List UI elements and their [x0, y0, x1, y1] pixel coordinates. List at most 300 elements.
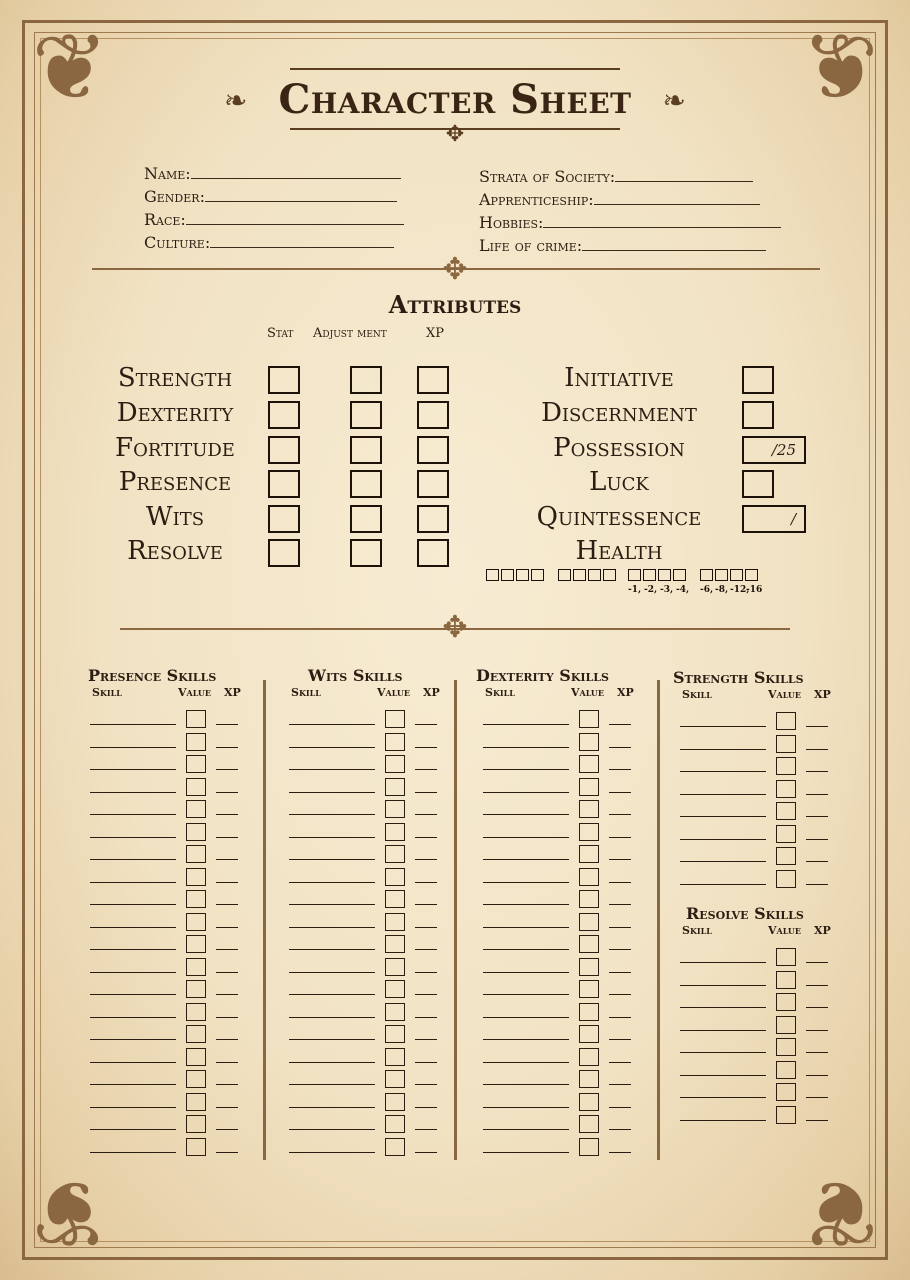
skill-name-field[interactable] — [90, 1039, 176, 1040]
xp-column-header: XP — [426, 326, 445, 341]
corner-ornament-icon: ❦ — [31, 1159, 109, 1266]
skill-xp-field[interactable] — [806, 861, 828, 862]
skill-name-field[interactable] — [90, 814, 176, 815]
info-field[interactable] — [205, 187, 397, 202]
skill-xp-field[interactable] — [216, 1107, 238, 1108]
skill-group-title: Strength Skills — [673, 668, 804, 687]
skill-value-box[interactable] — [776, 1083, 796, 1101]
skill-name-field[interactable] — [289, 882, 375, 883]
skill-xp-field[interactable] — [216, 747, 238, 748]
skill-xp-field[interactable] — [415, 1129, 437, 1130]
skill-name-field[interactable] — [90, 1129, 176, 1130]
xp-box[interactable] — [417, 366, 449, 394]
skill-name-field[interactable] — [680, 794, 766, 795]
skill-xp-field[interactable] — [216, 994, 238, 995]
skill-xp-field[interactable] — [216, 769, 238, 770]
skill-name-field[interactable] — [289, 949, 375, 950]
skill-value-box[interactable] — [186, 733, 206, 751]
skill-xp-field[interactable] — [216, 724, 238, 725]
derived-value-box[interactable] — [742, 470, 774, 498]
skill-name-field[interactable] — [483, 994, 569, 995]
skill-xp-field[interactable] — [415, 1039, 437, 1040]
skill-name-field[interactable] — [90, 882, 176, 883]
skill-xp-field[interactable] — [415, 927, 437, 928]
skill-value-box[interactable] — [385, 1048, 405, 1066]
skill-name-field[interactable] — [289, 859, 375, 860]
skill-value-box[interactable] — [579, 778, 599, 796]
stat-box[interactable] — [268, 401, 300, 429]
skill-group-title: Dexterity Skills — [476, 666, 609, 685]
skill-name-field[interactable] — [90, 859, 176, 860]
health-box[interactable] — [501, 569, 514, 581]
skill-name-field[interactable] — [90, 724, 176, 725]
skill-xp-field[interactable] — [415, 904, 437, 905]
derived-attribute-label: Health — [575, 536, 663, 566]
skill-xp-field[interactable] — [216, 1129, 238, 1130]
skill-name-field[interactable] — [680, 1120, 766, 1121]
skill-name-field[interactable] — [483, 814, 569, 815]
skill-xp-field[interactable] — [609, 814, 631, 815]
stat-box[interactable] — [268, 436, 300, 464]
skill-name-field[interactable] — [289, 1152, 375, 1153]
skill-name-field[interactable] — [90, 1152, 176, 1153]
skill-name-field[interactable] — [289, 747, 375, 748]
skill-name-field[interactable] — [680, 839, 766, 840]
skill-name-field[interactable] — [289, 1129, 375, 1130]
skill-xp-field[interactable] — [806, 1007, 828, 1008]
skill-value-box[interactable] — [579, 958, 599, 976]
skill-name-field[interactable] — [289, 1084, 375, 1085]
skill-value-box[interactable] — [579, 913, 599, 931]
skill-xp-field[interactable] — [216, 927, 238, 928]
skill-xp-field[interactable] — [806, 1052, 828, 1053]
skill-value-box[interactable] — [385, 845, 405, 863]
skill-value-box[interactable] — [385, 1025, 405, 1043]
skill-value-box[interactable] — [579, 1070, 599, 1088]
skill-name-field[interactable] — [289, 837, 375, 838]
skill-xp-field[interactable] — [609, 1062, 631, 1063]
info-row — [479, 236, 766, 255]
skill-name-field[interactable] — [680, 1030, 766, 1031]
skill-name-field[interactable] — [680, 771, 766, 772]
skill-name-field[interactable] — [289, 994, 375, 995]
skill-xp-field[interactable] — [415, 747, 437, 748]
skill-value-box[interactable] — [186, 755, 206, 773]
skill-value-box[interactable] — [776, 971, 796, 989]
skill-value-box[interactable] — [186, 890, 206, 908]
skill-xp-field[interactable] — [216, 904, 238, 905]
skill-value-box[interactable] — [385, 800, 405, 818]
skill-value-box[interactable] — [186, 958, 206, 976]
health-box[interactable] — [588, 569, 601, 581]
skill-xp-field[interactable] — [216, 1152, 238, 1153]
skill-name-field[interactable] — [680, 1097, 766, 1098]
skill-value-box[interactable] — [186, 845, 206, 863]
skill-name-field[interactable] — [483, 927, 569, 928]
skill-value-box[interactable] — [385, 958, 405, 976]
skill-name-field[interactable] — [483, 972, 569, 973]
skill-value-box[interactable] — [186, 823, 206, 841]
skill-name-field[interactable] — [90, 837, 176, 838]
corner-ornament-icon: ❦ — [801, 1159, 879, 1266]
skill-name-field[interactable] — [483, 724, 569, 725]
skill-value-box[interactable] — [186, 710, 206, 728]
skill-name-field[interactable] — [289, 904, 375, 905]
health-box[interactable] — [658, 569, 671, 581]
health-box[interactable] — [673, 569, 686, 581]
skill-value-box[interactable] — [579, 935, 599, 953]
skill-value-box[interactable] — [579, 845, 599, 863]
skill-xp-field[interactable] — [216, 1062, 238, 1063]
skill-xp-field[interactable] — [216, 1017, 238, 1018]
skill-value-box[interactable] — [385, 980, 405, 998]
adjustment-box[interactable] — [350, 436, 382, 464]
skill-name-field[interactable] — [90, 747, 176, 748]
xp-box[interactable] — [417, 401, 449, 429]
skill-xp-field[interactable] — [609, 1017, 631, 1018]
skill-xp-field[interactable] — [415, 1062, 437, 1063]
skill-xp-field[interactable] — [415, 882, 437, 883]
skill-value-box[interactable] — [579, 823, 599, 841]
info-field[interactable] — [594, 190, 760, 205]
stat-box[interactable] — [268, 366, 300, 394]
skill-name-field[interactable] — [680, 1075, 766, 1076]
skill-name-field[interactable] — [289, 927, 375, 928]
skill-value-box[interactable] — [579, 733, 599, 751]
health-box[interactable] — [486, 569, 499, 581]
skill-value-box[interactable] — [776, 780, 796, 798]
skill-value-box[interactable] — [579, 980, 599, 998]
skill-xp-field[interactable] — [609, 747, 631, 748]
skill-value-box[interactable] — [776, 757, 796, 775]
skill-value-box[interactable] — [186, 1003, 206, 1021]
skill-name-field[interactable] — [483, 904, 569, 905]
skill-name-field[interactable] — [289, 1107, 375, 1108]
skill-name-field[interactable] — [483, 1039, 569, 1040]
adjustment-box[interactable] — [350, 505, 382, 533]
skill-name-field[interactable] — [483, 1017, 569, 1018]
skill-value-box[interactable] — [186, 868, 206, 886]
derived-value-box[interactable]: /25 — [742, 436, 806, 464]
skill-xp-field[interactable] — [216, 882, 238, 883]
stat-box[interactable] — [268, 539, 300, 567]
skill-xp-field[interactable] — [609, 1129, 631, 1130]
skill-value-box[interactable] — [579, 1115, 599, 1133]
info-field[interactable] — [582, 236, 766, 251]
skill-value-box[interactable] — [186, 778, 206, 796]
skill-value-box[interactable] — [579, 868, 599, 886]
health-box[interactable] — [715, 569, 728, 581]
skill-value-box[interactable] — [186, 913, 206, 931]
skill-name-field[interactable] — [90, 769, 176, 770]
info-field[interactable] — [543, 213, 781, 228]
skill-value-box[interactable] — [776, 1038, 796, 1056]
skill-name-field[interactable] — [289, 1017, 375, 1018]
health-box[interactable] — [531, 569, 544, 581]
skill-value-box[interactable] — [579, 1048, 599, 1066]
skill-value-box[interactable] — [186, 800, 206, 818]
skill-xp-field[interactable] — [415, 837, 437, 838]
skill-name-field[interactable] — [680, 1007, 766, 1008]
skill-xp-field[interactable] — [415, 972, 437, 973]
skill-xp-field[interactable] — [216, 1084, 238, 1085]
skill-xp-field[interactable] — [806, 794, 828, 795]
skill-name-field[interactable] — [90, 1017, 176, 1018]
derived-attribute-label: Initiative — [564, 363, 674, 393]
skill-name-field[interactable] — [90, 904, 176, 905]
skill-xp-field[interactable] — [415, 724, 437, 725]
skill-xp-field[interactable] — [415, 1017, 437, 1018]
health-box[interactable] — [730, 569, 743, 581]
skill-value-box[interactable] — [385, 1115, 405, 1133]
skill-value-box[interactable] — [385, 868, 405, 886]
adjustment-box[interactable] — [350, 401, 382, 429]
info-field[interactable] — [210, 233, 394, 248]
skill-name-field[interactable] — [90, 994, 176, 995]
skill-value-box[interactable] — [186, 1048, 206, 1066]
info-row — [479, 167, 753, 186]
skill-value-box[interactable] — [385, 890, 405, 908]
adjustment-box[interactable] — [350, 366, 382, 394]
skill-xp-field[interactable] — [415, 859, 437, 860]
skill-group-title: Wits Skills — [308, 666, 403, 685]
skill-xp-field[interactable] — [806, 1097, 828, 1098]
skill-xp-field[interactable] — [415, 1084, 437, 1085]
adjustment-box[interactable] — [350, 470, 382, 498]
skill-value-box[interactable] — [385, 1070, 405, 1088]
skill-value-box[interactable] — [776, 948, 796, 966]
skill-xp-field[interactable] — [806, 962, 828, 963]
skill-xp-field[interactable] — [806, 749, 828, 750]
xp-column-header: XP — [423, 686, 440, 699]
skill-value-box[interactable] — [385, 733, 405, 751]
xp-box[interactable] — [417, 436, 449, 464]
skill-name-field[interactable] — [680, 962, 766, 963]
skill-name-field[interactable] — [483, 1062, 569, 1063]
skill-xp-field[interactable] — [806, 1030, 828, 1031]
skill-value-box[interactable] — [385, 913, 405, 931]
skill-xp-field[interactable] — [216, 814, 238, 815]
skill-xp-field[interactable] — [609, 927, 631, 928]
skill-group-title: Resolve Skills — [686, 904, 804, 923]
info-label: Apprenticeship: — [479, 190, 594, 209]
skill-xp-field[interactable] — [216, 792, 238, 793]
skill-name-field[interactable] — [483, 1084, 569, 1085]
skill-value-box[interactable] — [579, 890, 599, 908]
skill-xp-field[interactable] — [415, 814, 437, 815]
adjustment-box[interactable] — [350, 539, 382, 567]
skill-value-box[interactable] — [186, 1025, 206, 1043]
skill-xp-field[interactable] — [216, 949, 238, 950]
skill-value-box[interactable] — [776, 735, 796, 753]
skill-value-box[interactable] — [776, 1106, 796, 1124]
skill-name-field[interactable] — [680, 816, 766, 817]
skill-xp-field[interactable] — [609, 1107, 631, 1108]
skill-name-field[interactable] — [483, 747, 569, 748]
skill-value-box[interactable] — [776, 825, 796, 843]
health-box[interactable] — [700, 569, 713, 581]
skill-value-box[interactable] — [385, 1093, 405, 1111]
skill-name-field[interactable] — [90, 1084, 176, 1085]
health-box[interactable] — [643, 569, 656, 581]
skill-xp-field[interactable] — [609, 792, 631, 793]
skill-value-box[interactable] — [776, 1016, 796, 1034]
skill-name-field[interactable] — [483, 882, 569, 883]
skill-name-field[interactable] — [90, 1062, 176, 1063]
derived-value-box[interactable] — [742, 366, 774, 394]
skill-xp-field[interactable] — [806, 985, 828, 986]
skill-name-field[interactable] — [483, 1152, 569, 1153]
skill-xp-field[interactable] — [216, 837, 238, 838]
skill-value-box[interactable] — [186, 1070, 206, 1088]
skill-xp-field[interactable] — [609, 949, 631, 950]
skill-xp-field[interactable] — [609, 769, 631, 770]
xp-column-header: XP — [814, 688, 831, 701]
skill-xp-field[interactable] — [609, 1039, 631, 1040]
skill-name-field[interactable] — [680, 749, 766, 750]
health-penalty-label: -2, — [644, 585, 658, 595]
skill-xp-field[interactable] — [806, 726, 828, 727]
skill-name-field[interactable] — [483, 769, 569, 770]
derived-attribute-label: Quintessence — [536, 502, 702, 532]
skill-xp-field[interactable] — [415, 792, 437, 793]
skill-name-field[interactable] — [90, 792, 176, 793]
skill-value-box[interactable] — [385, 1003, 405, 1021]
skill-value-box[interactable] — [776, 802, 796, 820]
skill-xp-field[interactable] — [415, 949, 437, 950]
skill-name-field[interactable] — [90, 972, 176, 973]
skill-xp-field[interactable] — [806, 839, 828, 840]
health-box[interactable] — [745, 569, 758, 581]
skill-xp-field[interactable] — [609, 904, 631, 905]
skill-name-field[interactable] — [90, 949, 176, 950]
skill-value-box[interactable] — [579, 800, 599, 818]
xp-box[interactable] — [417, 539, 449, 567]
info-field[interactable] — [186, 210, 404, 225]
stat-box[interactable] — [268, 505, 300, 533]
skill-value-box[interactable] — [186, 935, 206, 953]
skill-name-field[interactable] — [483, 949, 569, 950]
skill-name-field[interactable] — [289, 814, 375, 815]
skill-value-box[interactable] — [186, 1138, 206, 1156]
column-separator — [263, 680, 266, 1160]
health-box[interactable] — [558, 569, 571, 581]
skill-xp-field[interactable] — [806, 771, 828, 772]
skill-value-box[interactable] — [186, 980, 206, 998]
skill-value-box[interactable] — [385, 935, 405, 953]
skill-xp-field[interactable] — [806, 816, 828, 817]
skill-name-field[interactable] — [483, 792, 569, 793]
info-field[interactable] — [191, 164, 401, 179]
adjustment-column-header: Adjust ment — [313, 326, 387, 341]
skill-value-box[interactable] — [579, 1093, 599, 1111]
skill-value-box[interactable] — [579, 1138, 599, 1156]
skill-xp-field[interactable] — [806, 1120, 828, 1121]
skill-xp-field[interactable] — [806, 1075, 828, 1076]
health-box[interactable] — [628, 569, 641, 581]
skill-value-box[interactable] — [186, 1093, 206, 1111]
skill-value-box[interactable] — [776, 870, 796, 888]
skill-name-field[interactable] — [483, 837, 569, 838]
xp-box[interactable] — [417, 505, 449, 533]
skill-name-field[interactable] — [680, 861, 766, 862]
skill-xp-field[interactable] — [216, 972, 238, 973]
skill-value-box[interactable] — [776, 712, 796, 730]
skill-xp-field[interactable] — [609, 882, 631, 883]
stat-box[interactable] — [268, 470, 300, 498]
skill-value-box[interactable] — [776, 1061, 796, 1079]
skill-name-field[interactable] — [289, 972, 375, 973]
info-row — [144, 210, 404, 229]
skill-value-box[interactable] — [579, 1025, 599, 1043]
skill-name-field[interactable] — [680, 884, 766, 885]
skill-xp-field[interactable] — [415, 1107, 437, 1108]
health-box[interactable] — [516, 569, 529, 581]
skill-xp-field[interactable] — [609, 972, 631, 973]
attribute-label: Resolve — [127, 536, 223, 566]
skill-name-field[interactable] — [680, 726, 766, 727]
skill-name-field[interactable] — [680, 985, 766, 986]
derived-attribute-label: Luck — [589, 467, 649, 497]
xp-box[interactable] — [417, 470, 449, 498]
stat-column-header: Stat — [267, 326, 294, 341]
skill-xp-field[interactable] — [806, 884, 828, 885]
info-field[interactable] — [615, 167, 753, 182]
skill-xp-field[interactable] — [609, 1152, 631, 1153]
xp-column-header: XP — [617, 686, 634, 699]
health-box[interactable] — [603, 569, 616, 581]
skill-name-field[interactable] — [680, 1052, 766, 1053]
skill-xp-field[interactable] — [609, 724, 631, 725]
info-row — [144, 187, 397, 206]
skill-name-field[interactable] — [289, 1039, 375, 1040]
skill-value-box[interactable] — [385, 1138, 405, 1156]
skill-name-field[interactable] — [483, 859, 569, 860]
skill-name-field[interactable] — [483, 1129, 569, 1130]
skill-xp-field[interactable] — [216, 859, 238, 860]
derived-value-box[interactable] — [742, 401, 774, 429]
skill-value-box[interactable] — [186, 1115, 206, 1133]
skill-value-box[interactable] — [776, 993, 796, 1011]
skill-name-field[interactable] — [483, 1107, 569, 1108]
column-separator — [657, 680, 660, 1160]
health-box[interactable] — [573, 569, 586, 581]
skill-value-box[interactable] — [385, 755, 405, 773]
skill-value-box[interactable] — [385, 778, 405, 796]
skill-name-field[interactable] — [289, 1062, 375, 1063]
skill-xp-field[interactable] — [415, 994, 437, 995]
skill-value-box[interactable] — [579, 1003, 599, 1021]
skill-xp-field[interactable] — [609, 837, 631, 838]
skill-xp-field[interactable] — [216, 1039, 238, 1040]
skill-name-field[interactable] — [289, 792, 375, 793]
skill-value-box[interactable] — [579, 710, 599, 728]
skill-name-field[interactable] — [289, 724, 375, 725]
skill-value-box[interactable] — [385, 710, 405, 728]
skill-name-field[interactable] — [90, 927, 176, 928]
skill-xp-field[interactable] — [609, 1084, 631, 1085]
skill-xp-field[interactable] — [415, 1152, 437, 1153]
skill-name-field[interactable] — [289, 769, 375, 770]
skill-value-box[interactable] — [385, 823, 405, 841]
skill-name-field[interactable] — [90, 1107, 176, 1108]
skill-xp-field[interactable] — [609, 994, 631, 995]
skill-xp-field[interactable] — [609, 859, 631, 860]
derived-value-box[interactable]: / — [742, 505, 806, 533]
skill-xp-field[interactable] — [415, 769, 437, 770]
skill-value-box[interactable] — [579, 755, 599, 773]
skill-value-box[interactable] — [776, 847, 796, 865]
